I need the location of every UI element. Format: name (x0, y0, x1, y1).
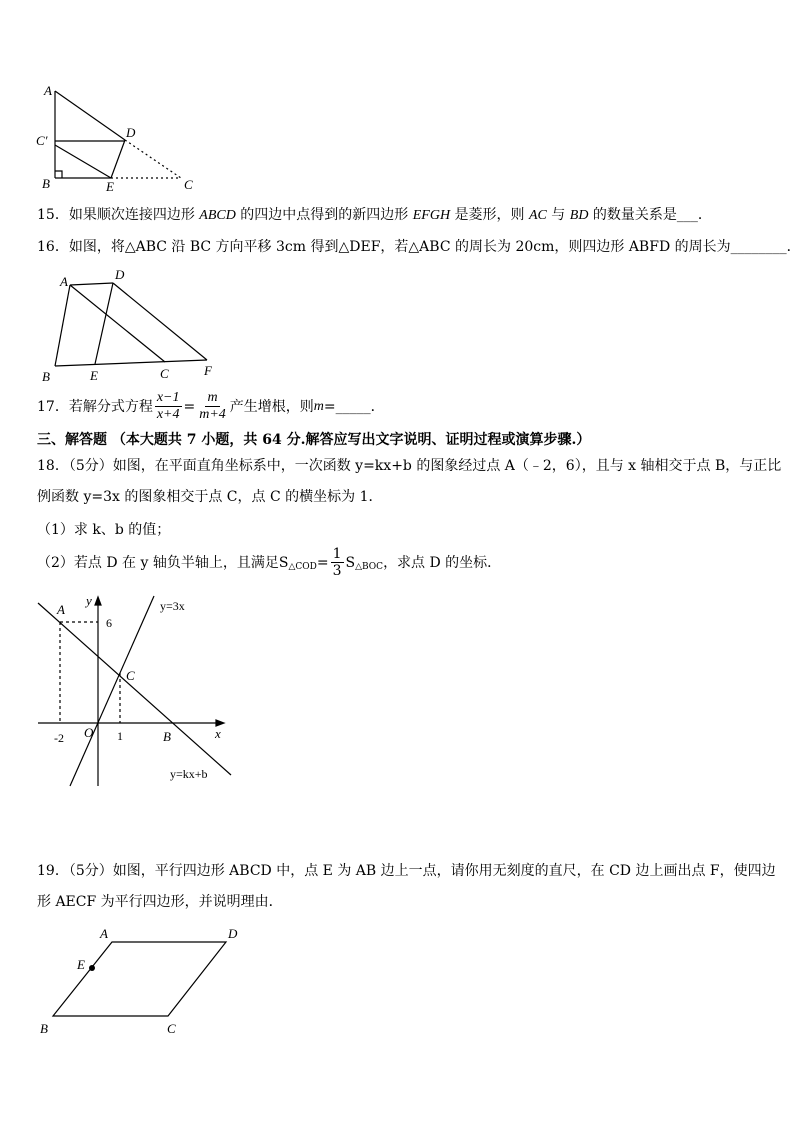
label-a: A (57, 602, 65, 617)
section-3-heading: 三、解答题 （本大题共 7 小题，共 64 分.解答应写出文字说明、证明过程或演算步骤.） (37, 432, 591, 448)
fraction-numerator: x−1 (156, 390, 180, 405)
q15-answer-blank: ___ (676, 207, 698, 223)
fraction-denominator: 3 (332, 563, 342, 579)
segment-ab (55, 285, 70, 366)
y-axis-arrow (95, 597, 101, 605)
q18-part-2-text: ，求点 D 的坐标． (383, 554, 502, 571)
q18-text: 18．（5分）如图，在平面直角坐标系中，一次函数 y=kx+b 的图象经过点 A（﹣2，6），且与 x 轴相交于点 B，与正比 (37, 458, 782, 474)
q17-text: 17．若解分式方程 (37, 398, 153, 415)
label-c-prime: C′ (36, 133, 48, 148)
label-line-y-kx-b: y=kx+b (170, 767, 208, 781)
q15-var-ac: AC (528, 208, 547, 223)
question-18-part-1 (37, 521, 170, 539)
label-b: B (42, 369, 50, 384)
line-y-kx-b (38, 603, 231, 775)
label-a: A (60, 274, 68, 289)
q17-answer-blank: _____ (335, 398, 371, 415)
question-17 (37, 390, 385, 423)
q15-text: 的数量关系是 (588, 207, 677, 223)
fraction-left (155, 390, 182, 423)
label-line-y-3x: y=3x (160, 599, 185, 613)
figure-fold-triangle (30, 80, 200, 200)
label-b: B (40, 1021, 48, 1036)
q17-text: 产生增根，则 (229, 398, 314, 415)
segment-df (113, 283, 207, 360)
fraction-numerator: 1 (332, 546, 342, 562)
label-a: A (44, 83, 52, 98)
q19-text: 形 AECF 为平行四边形，并说明理由． (37, 894, 283, 910)
figure-coordinate-plane (30, 590, 240, 790)
equals-sign: = (316, 554, 329, 571)
q17-var-m: m (313, 398, 324, 414)
question-19-line-1 (37, 862, 776, 880)
parallelogram-abcd (53, 942, 226, 1016)
label-d: D (126, 125, 136, 140)
segment-dc-dotted (125, 140, 181, 178)
fraction-numerator: m (207, 390, 218, 405)
tick-one: 1 (117, 729, 123, 743)
area-subscript: △COD (288, 561, 317, 572)
area-symbol: S (278, 554, 289, 571)
q17-end: ． (370, 398, 385, 415)
q15-var-abcd: ABCD (199, 208, 236, 223)
label-c: C (126, 668, 135, 683)
question-18-line-1 (37, 457, 781, 475)
segment-ac (70, 285, 165, 362)
figure-parallelogram (35, 922, 245, 1040)
fraction-denominator: x+4 (156, 407, 180, 422)
question-19-line-2 (37, 893, 283, 911)
area-subscript: △BOC (355, 561, 384, 572)
label-a: A (100, 926, 108, 941)
label-d: D (115, 267, 125, 282)
question-18-part-2 (37, 546, 501, 579)
q16-end: ． (786, 239, 801, 255)
line-y-3x (70, 596, 154, 786)
label-e: E (90, 368, 98, 383)
q18-part-1-text: （1）求 k、b 的值； (37, 522, 171, 538)
area-symbol: S (345, 554, 356, 571)
equals-sign: = (183, 398, 196, 415)
q15-text: 15．如果顺次连接四边形 (37, 207, 200, 223)
fraction-denominator: m+4 (199, 407, 226, 422)
label-c: C (184, 177, 193, 192)
tick-six: 6 (106, 616, 112, 630)
point-e (89, 965, 95, 971)
equals-sign: = (323, 398, 336, 415)
q15-var-efgh: EFGH (412, 208, 451, 223)
figure-translated-triangle (35, 265, 225, 390)
question-18-line-2 (37, 488, 382, 506)
q15-end: ． (697, 207, 712, 223)
segment-c1e (55, 145, 111, 178)
segment-de (95, 283, 113, 364)
q15-var-bd: BD (569, 208, 589, 223)
label-d: D (228, 926, 238, 941)
label-origin: O (84, 725, 94, 740)
label-b: B (163, 729, 171, 744)
tick-neg2: -2 (54, 731, 64, 745)
q15-text: 的四边中点得到的新四边形 (235, 207, 413, 223)
section-title (37, 431, 590, 449)
label-c: C (160, 366, 169, 381)
segment-ad (55, 91, 125, 140)
q18-part-2-text: （2）若点 D 在 y 轴负半轴上，且满足 (37, 554, 279, 571)
segment-bf (55, 360, 207, 366)
q18-text: 例函数 y=3x 的图象相交于点 C，点 C 的横坐标为 1． (37, 489, 383, 505)
label-x-axis: x (215, 726, 221, 741)
q15-text: 与 (546, 207, 570, 223)
label-b: B (42, 176, 50, 191)
fraction-one-third (331, 546, 344, 579)
q16-text: 16．如图，将△ABC 沿 BC 方向平移 3cm 得到△DEF，若△ABC 的周长为 20cm，则四边形 ABFD 的周长为 (37, 239, 731, 255)
label-c: C (167, 1021, 176, 1036)
q15-text: 是菱形，则 (450, 207, 529, 223)
right-angle-mark (55, 171, 62, 178)
label-e: E (106, 179, 114, 194)
label-f: F (204, 363, 212, 378)
q19-text: 19．（5分）如图，平行四边形 ABCD 中，点 E 为 AB 边上一点，请你用无刻度的直尺，在 CD 边上画出点 F，使四边 (37, 863, 776, 879)
segment-ad (70, 283, 113, 285)
label-y-axis: y (86, 593, 92, 608)
question-16 (37, 238, 801, 256)
q16-answer-blank: ________ (730, 239, 787, 255)
segment-de (111, 140, 125, 178)
label-e: E (77, 957, 85, 972)
fraction-right (197, 390, 228, 423)
question-15 (37, 206, 712, 225)
